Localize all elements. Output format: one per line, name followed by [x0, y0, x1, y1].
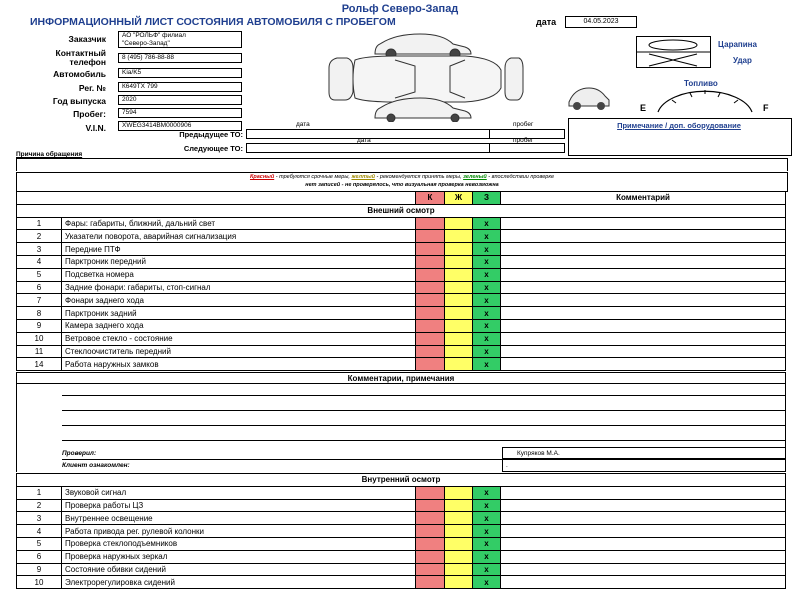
fuel-empty-label: E [640, 103, 647, 113]
vin-label: V.I.N. [85, 123, 106, 133]
car-top-view [353, 56, 501, 102]
table-header-row [17, 192, 786, 205]
car-side-top [375, 34, 471, 59]
row-comment-cell[interactable] [501, 537, 786, 550]
mark-red-cell[interactable] [416, 550, 445, 563]
mark-green-cell[interactable]: x [473, 345, 501, 358]
legend-yellow: желтый [351, 174, 376, 180]
header-z: З [473, 192, 501, 205]
customer-value-line1: АО "РОЛЬФ" филиал [122, 32, 186, 39]
mark-yellow-cell[interactable] [445, 307, 473, 320]
car-front-view [329, 58, 353, 100]
mark-green-cell[interactable]: x [473, 217, 501, 230]
row-comment-cell[interactable] [501, 512, 786, 525]
mark-red-cell[interactable] [416, 281, 445, 294]
row-comment-cell[interactable] [501, 217, 786, 230]
row-number: 8 [17, 307, 62, 320]
mark-red-cell[interactable] [416, 243, 445, 256]
row-comment-cell[interactable] [501, 294, 786, 307]
mark-green-cell[interactable]: x [473, 499, 501, 512]
mark-green-cell[interactable]: x [473, 332, 501, 345]
table-row [17, 550, 786, 563]
legend-red: Красный [249, 174, 275, 180]
row-comment-cell[interactable] [501, 230, 786, 243]
mark-yellow-cell[interactable] [445, 550, 473, 563]
legend-green: зеленый [463, 174, 487, 180]
row-label: Работа привода рег. рулевой колонки [62, 525, 416, 538]
mark-green-cell[interactable]: x [473, 563, 501, 576]
row-number: 9 [17, 563, 62, 576]
row-label: Парктроник задний [62, 307, 416, 320]
row-comment-cell[interactable] [501, 486, 786, 499]
mark-green-cell[interactable]: x [473, 255, 501, 268]
vin-field[interactable]: XWEG3414BM0000906 [118, 121, 242, 131]
internal-inspection-table [16, 473, 786, 589]
row-number: 5 [17, 268, 62, 281]
row-label: Электрорегулировка сидений [62, 576, 416, 589]
fuel-label: Топливо [684, 79, 718, 88]
row-comment-cell[interactable] [501, 345, 786, 358]
dent-label: Удар [733, 56, 752, 65]
header-k: К [416, 192, 445, 205]
row-label: Подсветка номера [62, 268, 416, 281]
next-service-label: Следующее ТО: [183, 144, 243, 153]
row-number: 1 [17, 217, 62, 230]
next-service-mileage-field[interactable] [489, 143, 565, 153]
mark-green-cell[interactable]: x [473, 358, 501, 371]
comment-line [62, 425, 786, 426]
row-label: Работа наружных замков [62, 358, 416, 371]
mark-green-cell[interactable]: x [473, 281, 501, 294]
row-number: 10 [17, 332, 62, 345]
comment-line [62, 395, 786, 396]
mark-red-cell[interactable] [416, 563, 445, 576]
header-comments: Комментарий [501, 192, 786, 205]
row-number: 9 [17, 319, 62, 332]
table-row [17, 576, 786, 589]
mark-yellow-cell[interactable] [445, 294, 473, 307]
row-comment-cell[interactable] [501, 243, 786, 256]
year-field[interactable]: 2020 [118, 95, 242, 105]
row-label: Фонари заднего хода [62, 294, 416, 307]
row-label: Фары: габариты, ближний, дальний свет [62, 217, 416, 230]
table-row [17, 332, 786, 345]
row-comment-cell[interactable] [501, 525, 786, 538]
note-label: Примечание / доп. оборудование [617, 121, 741, 130]
mark-red-cell[interactable] [416, 294, 445, 307]
car-diagram[interactable] [325, 30, 525, 122]
mark-yellow-cell[interactable] [445, 332, 473, 345]
table-row [17, 307, 786, 320]
car-field[interactable]: Kia/K5 [118, 68, 242, 78]
comments-title: Комментарии, примечания [16, 372, 786, 384]
fuel-gauge[interactable] [650, 88, 760, 114]
mark-green-cell[interactable]: x [473, 550, 501, 563]
table-row [17, 217, 786, 230]
legend-yellow-text: - рекомендуется принять меры, [375, 174, 464, 180]
row-label: Указатели поворота, аварийная сигнализация [62, 230, 416, 243]
mileage-field[interactable]: 7594 [118, 108, 242, 118]
table-row [17, 243, 786, 256]
mark-yellow-cell[interactable] [445, 230, 473, 243]
prev-mileage-word: пробег [513, 121, 534, 128]
row-number: 2 [17, 230, 62, 243]
mark-red-cell[interactable] [416, 268, 445, 281]
prev-date-word: дата [296, 121, 310, 128]
mark-red-cell[interactable] [416, 332, 445, 345]
row-comment-cell[interactable] [501, 550, 786, 563]
mark-yellow-cell[interactable] [445, 217, 473, 230]
mark-red-cell[interactable] [416, 358, 445, 371]
date-label: дата [536, 17, 557, 27]
row-number: 6 [17, 550, 62, 563]
row-label: Задние фонари: габариты, стоп-сигнал [62, 281, 416, 294]
customer-label: Заказчик [68, 34, 106, 44]
year-label: Год выпуска [52, 96, 106, 106]
row-comment-cell[interactable] [501, 307, 786, 320]
mark-green-cell[interactable]: x [473, 243, 501, 256]
prev-service-label: Предыдущее ТО: [179, 130, 243, 139]
client-value[interactable]: . [502, 459, 786, 472]
mark-green-cell[interactable]: x [473, 268, 501, 281]
row-number: 11 [17, 345, 62, 358]
table-row [17, 268, 786, 281]
phone-field[interactable]: 8 (495) 786-88-88 [118, 53, 242, 63]
damage-legend [636, 36, 711, 68]
row-label: Звуковой сигнал [62, 486, 416, 499]
mark-red-cell[interactable] [416, 345, 445, 358]
external-section-row [17, 204, 786, 217]
table-row [17, 499, 786, 512]
customer-value-line2: "Северо-Запад" [122, 40, 170, 47]
phone-label-line1: Контактный [55, 48, 106, 58]
comment-line [62, 440, 786, 441]
row-label: Состояние обивки сидений [62, 563, 416, 576]
row-comment-cell[interactable] [501, 563, 786, 576]
row-number: 3 [17, 512, 62, 525]
mark-yellow-cell[interactable] [445, 319, 473, 332]
mark-green-cell[interactable]: x [473, 319, 501, 332]
row-comment-cell[interactable] [501, 268, 786, 281]
table-row [17, 358, 786, 371]
next-service-date-field[interactable] [246, 143, 490, 153]
mark-green-cell[interactable]: x [473, 576, 501, 589]
reg-label: Рег. № [78, 83, 106, 93]
legend-symbols [637, 37, 710, 67]
mark-red-cell[interactable] [416, 576, 445, 589]
internal-section-title: Внутренний осмотр [17, 474, 786, 487]
comment-line [62, 410, 786, 411]
row-comment-cell[interactable] [501, 319, 786, 332]
row-number: 1 [17, 486, 62, 499]
mark-yellow-cell[interactable] [445, 268, 473, 281]
legend-red-text: - требуются срочные меры, [274, 174, 352, 180]
row-number: 10 [17, 576, 62, 589]
row-label: Камера заднего хода [62, 319, 416, 332]
mark-red-cell[interactable] [416, 217, 445, 230]
mark-green-cell[interactable]: x [473, 294, 501, 307]
car-rear-view [505, 58, 523, 100]
company-name: Рольф Северо-Запад [341, 3, 459, 15]
row-comment-cell[interactable] [501, 332, 786, 345]
reg-field[interactable]: К649ТХ 799 [118, 82, 242, 92]
row-comment-cell[interactable] [501, 499, 786, 512]
row-number: 14 [17, 358, 62, 371]
mark-yellow-cell[interactable] [445, 345, 473, 358]
table-row [17, 294, 786, 307]
header-blank [17, 192, 416, 205]
table-row [17, 230, 786, 243]
mark-red-cell[interactable] [416, 307, 445, 320]
mark-yellow-cell[interactable] [445, 486, 473, 499]
table-row [17, 512, 786, 525]
row-number: 4 [17, 255, 62, 268]
phone-label-line2: телефон [69, 57, 106, 67]
mark-yellow-cell[interactable] [445, 537, 473, 550]
table-row [17, 486, 786, 499]
document-title: ИНФОРМАЦИОННЫЙ ЛИСТ СОСТОЯНИЯ АВТОМОБИЛЯ С ПРОБЕГОМ [30, 16, 396, 28]
next-mileage-word: пробег [513, 137, 534, 144]
fuel-full-label: F [763, 103, 769, 113]
internal-section-row [17, 474, 786, 487]
mark-red-cell[interactable] [416, 512, 445, 525]
scratch-label: Царапина [718, 40, 757, 49]
row-comment-cell[interactable] [501, 358, 786, 371]
mark-yellow-cell[interactable] [445, 499, 473, 512]
mark-red-cell[interactable] [416, 525, 445, 538]
table-row [17, 537, 786, 550]
mark-red-cell[interactable] [416, 486, 445, 499]
mark-green-cell[interactable]: x [473, 307, 501, 320]
mileage-label: Пробег: [73, 109, 106, 119]
reason-label: Причина обращения [16, 151, 83, 158]
mark-green-cell[interactable]: x [473, 512, 501, 525]
car-label: Автомобиль [53, 69, 106, 79]
row-label: Проверка работы ЦЗ [62, 499, 416, 512]
mark-green-cell[interactable]: x [473, 486, 501, 499]
row-number: 7 [17, 294, 62, 307]
table-row [17, 563, 786, 576]
mark-green-cell[interactable]: x [473, 537, 501, 550]
checked-value[interactable]: Купряков М.А. [502, 447, 786, 459]
mark-yellow-cell[interactable] [445, 358, 473, 371]
row-label: Ветровое стекло - состояние [62, 332, 416, 345]
mark-yellow-cell[interactable] [445, 255, 473, 268]
row-label: Парктроник передний [62, 255, 416, 268]
row-label: Внутреннее освещение [62, 512, 416, 525]
row-number: 6 [17, 281, 62, 294]
legend-line2: нет записей - не проверялось, что визуальная проверка невозможна [305, 182, 499, 188]
customer-field[interactable] [118, 31, 242, 48]
checked-label: Проверил: [62, 450, 97, 457]
table-row [17, 319, 786, 332]
row-label: Стеклоочиститель передний [62, 345, 416, 358]
external-section-title: Внешний осмотр [17, 204, 786, 217]
mark-yellow-cell[interactable] [445, 512, 473, 525]
row-label: Проверка наружных зеркал [62, 550, 416, 563]
mark-yellow-cell[interactable] [445, 576, 473, 589]
mark-red-cell[interactable] [416, 230, 445, 243]
date-field[interactable]: 04.05.2023 [565, 16, 637, 28]
mark-red-cell[interactable] [416, 537, 445, 550]
row-number: 4 [17, 525, 62, 538]
mark-yellow-cell[interactable] [445, 281, 473, 294]
mark-yellow-cell[interactable] [445, 563, 473, 576]
row-label: Передние ПТФ [62, 243, 416, 256]
mark-green-cell[interactable]: x [473, 230, 501, 243]
mark-green-cell[interactable]: x [473, 525, 501, 538]
row-comment-cell[interactable] [501, 255, 786, 268]
row-number: 2 [17, 499, 62, 512]
mark-red-cell[interactable] [416, 319, 445, 332]
mark-red-cell[interactable] [416, 499, 445, 512]
row-number: 5 [17, 537, 62, 550]
table-row [17, 345, 786, 358]
row-label: Проверка стеклоподъемников [62, 537, 416, 550]
external-inspection-table [16, 191, 786, 371]
table-row [17, 525, 786, 538]
table-row [17, 281, 786, 294]
row-number: 3 [17, 243, 62, 256]
legend-green-text: - впоследствии проверке [486, 174, 555, 180]
client-label: Клиент ознакомлен: [62, 462, 130, 469]
row-comment-cell[interactable] [501, 576, 786, 589]
mark-yellow-cell[interactable] [445, 525, 473, 538]
car-side-right [565, 78, 613, 120]
table-row [17, 255, 786, 268]
row-comment-cell[interactable] [501, 281, 786, 294]
mark-red-cell[interactable] [416, 255, 445, 268]
next-date-word: дата [357, 137, 371, 144]
mark-yellow-cell[interactable] [445, 243, 473, 256]
header-zh: Ж [445, 192, 473, 205]
color-legend [16, 172, 788, 192]
reason-field[interactable] [16, 158, 788, 171]
